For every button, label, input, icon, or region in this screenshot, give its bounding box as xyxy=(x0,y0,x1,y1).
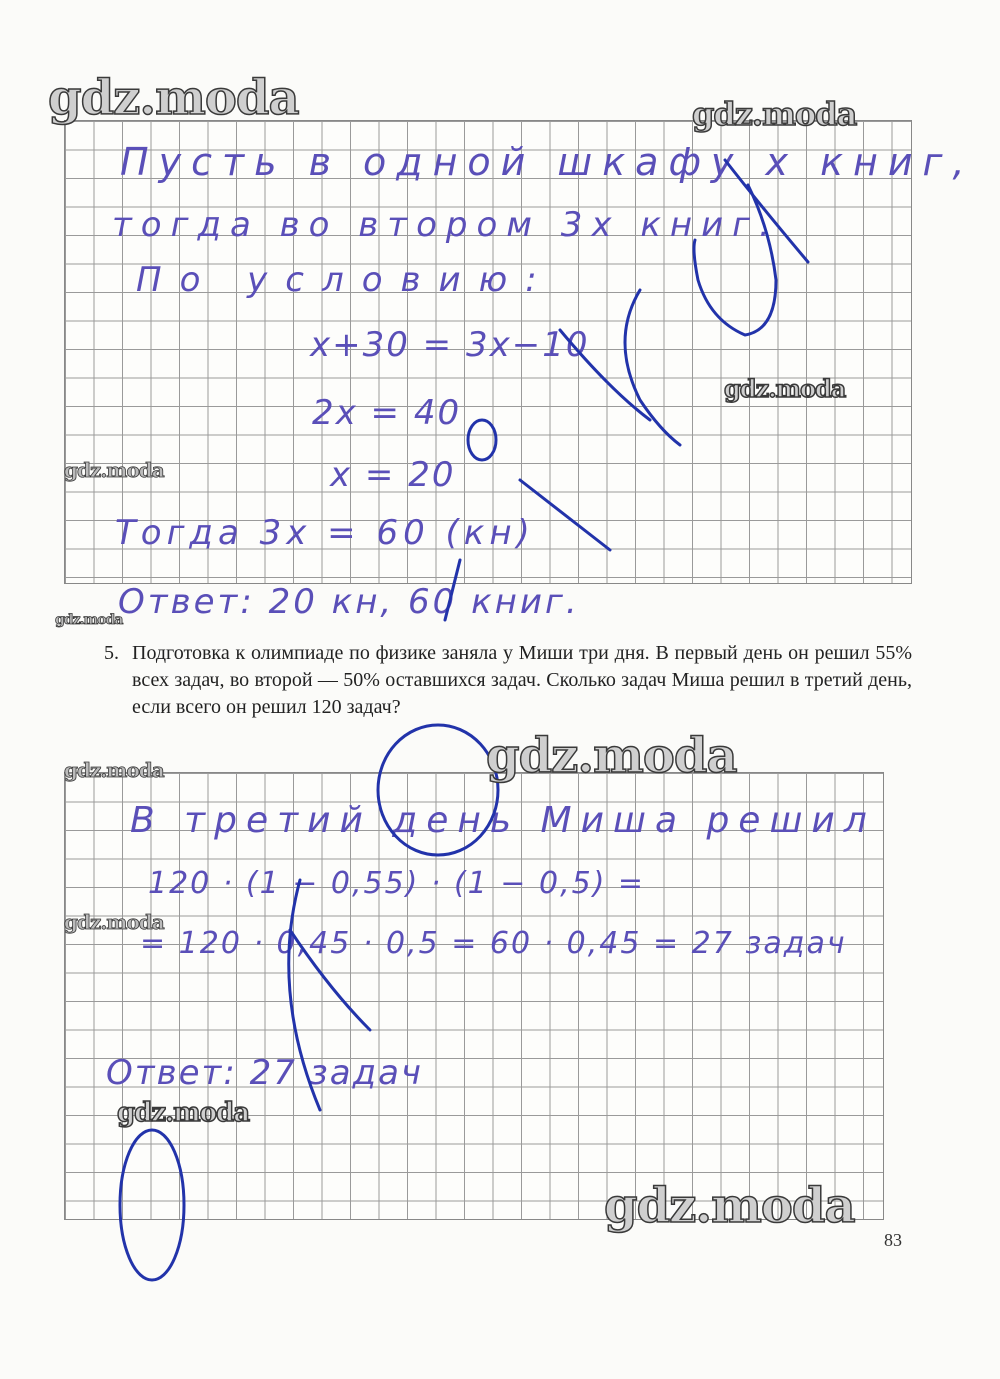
page-number: 83 xyxy=(884,1230,902,1250)
hw-sol2-line-1: В третий день Миша решил xyxy=(130,800,876,841)
hw-sol2-line-3: = 120 · 0,45 · 0,5 = 60 · 0,45 = 27 задач xyxy=(140,926,847,961)
hw-answer-2: Ответ: 27 задач xyxy=(106,1053,424,1093)
hw-equation-2: 2x = 40 xyxy=(312,393,462,433)
pen-stroke xyxy=(560,330,650,420)
task-text: Подготовка к олимпиаде по физике заняла у Миши три дня. В первый день он решил 55% всех задач, во второй — 50% оставшихся задач. Сколько задач Миша решил в третий день, если всего он решил 120 задач? xyxy=(132,642,912,718)
hw-sol2-line-2: 120 · (1 − 0,55) · (1 − 0,5) = xyxy=(148,866,646,901)
watermark-medium: gdz.moda xyxy=(117,1098,250,1128)
pen-stroke xyxy=(445,560,460,620)
hw-equation-1: x+30 = 3x−10 xyxy=(310,325,590,365)
watermark-medium: gdz.moda xyxy=(724,374,846,403)
hw-line-4: Тогда 3x = 60 (кн) xyxy=(115,513,535,553)
pen-stroke xyxy=(520,480,610,550)
watermark-small: gdz.moda xyxy=(64,910,164,934)
watermark-small: gdz.moda xyxy=(64,758,164,782)
hw-line-3: По условию: xyxy=(136,260,555,300)
pen-loop xyxy=(378,725,498,855)
pen-stroke xyxy=(725,160,808,262)
watermark-small: gdz.moda xyxy=(55,612,123,628)
pen-circle xyxy=(468,420,496,460)
watermark-large: gdz.moda xyxy=(48,70,299,126)
task-number: 5. xyxy=(104,642,119,664)
hw-line-1: Пусть в одной шкафу x книг, xyxy=(120,140,975,184)
pen-loop xyxy=(120,1130,184,1280)
watermark-medium: gdz.moda xyxy=(692,95,857,133)
pen-stroke xyxy=(290,930,370,1030)
hw-line-2: тогда во втором 3x книг. xyxy=(112,205,779,245)
watermark-large: gdz.moda xyxy=(604,1178,855,1234)
hw-equation-3: x = 20 xyxy=(330,455,456,495)
watermark-large: gdz.moda xyxy=(486,728,737,784)
pen-stroke xyxy=(289,880,320,1110)
hw-answer-1: Ответ: 20 кн, 60 книг. xyxy=(118,582,580,622)
pen-stroke xyxy=(625,290,680,445)
watermark-small: gdz.moda xyxy=(64,458,164,482)
